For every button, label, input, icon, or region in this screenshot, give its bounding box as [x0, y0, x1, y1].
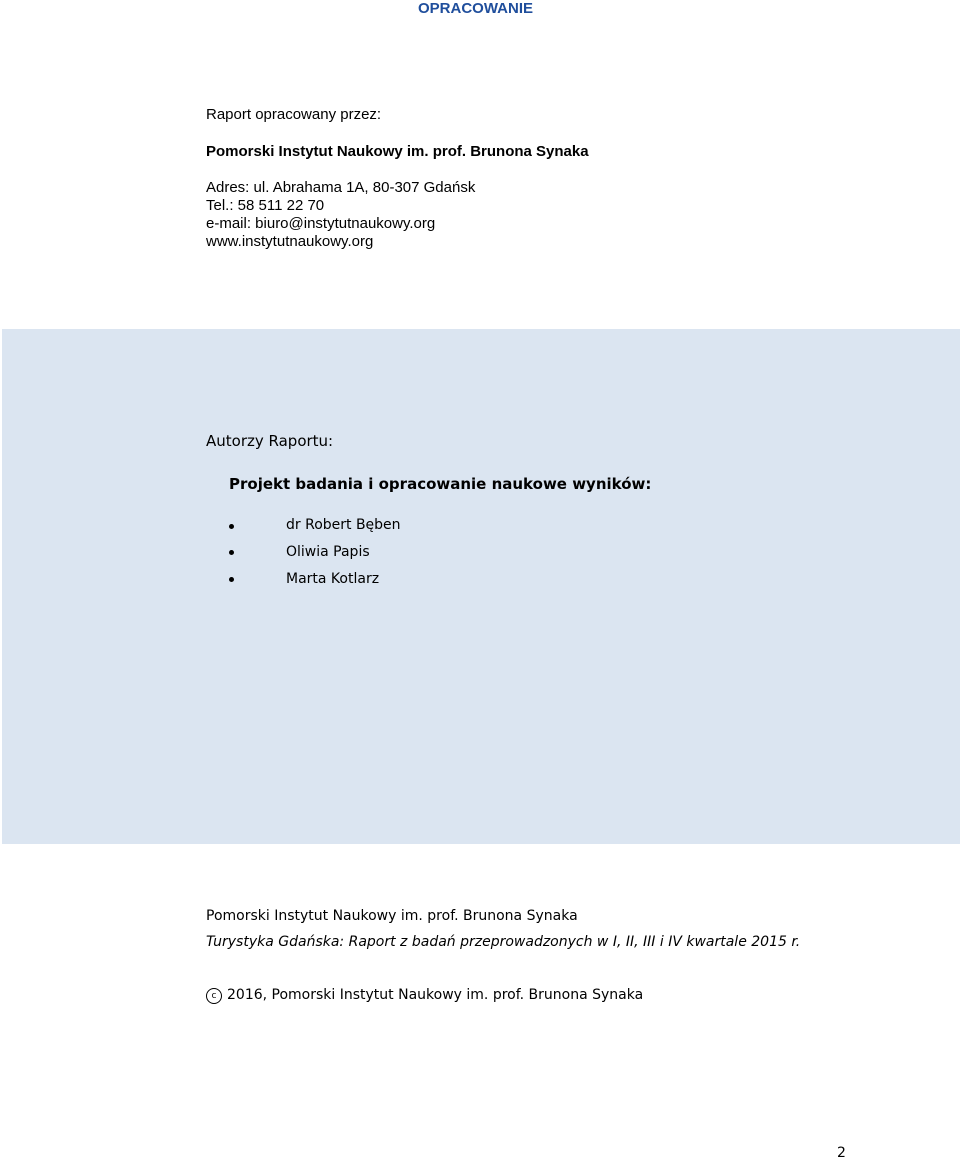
- authors-label: Autorzy Raportu:: [206, 432, 334, 450]
- prepared-by-label: Raport opracowany przez:: [206, 106, 382, 123]
- address-line: Adres: ul. Abrahama 1A, 80-307 Gdańsk: [206, 179, 476, 196]
- report-title: Turystyka Gdańska: Raport z badań przeprowadzonych w I, II, III i IV kwartale 2015 r.: [206, 934, 801, 950]
- email-line: e-mail: biuro@instytutnaukowy.org: [206, 215, 436, 232]
- author-item: Oliwia Papis: [286, 544, 370, 560]
- bullet-icon: [229, 550, 234, 555]
- copyright-line: [206, 987, 643, 1004]
- copyright-icon: c: [206, 988, 222, 1004]
- author-item: dr Robert Bęben: [286, 517, 401, 533]
- footer-institute: Pomorski Instytut Naukowy im. prof. Brunona Synaka: [206, 908, 578, 924]
- project-heading: Projekt badania i opracowanie naukowe wyników:: [229, 475, 652, 493]
- prepared-by-institute: Pomorski Instytut Naukowy im. prof. Brunona Synaka: [206, 143, 589, 160]
- copyright-text: 2016, Pomorski Instytut Naukowy im. prof. Brunona Synaka: [227, 987, 644, 1003]
- bullet-icon: [229, 577, 234, 582]
- website-line: www.instytutnaukowy.org: [206, 233, 374, 250]
- page-header-title: OPRACOWANIE: [418, 0, 534, 17]
- authors-band: [2, 329, 960, 844]
- author-item: Marta Kotlarz: [286, 571, 380, 587]
- phone-line: Tel.: 58 511 22 70: [206, 197, 325, 214]
- bullet-icon: [229, 524, 234, 529]
- page-number: 2: [837, 1145, 846, 1161]
